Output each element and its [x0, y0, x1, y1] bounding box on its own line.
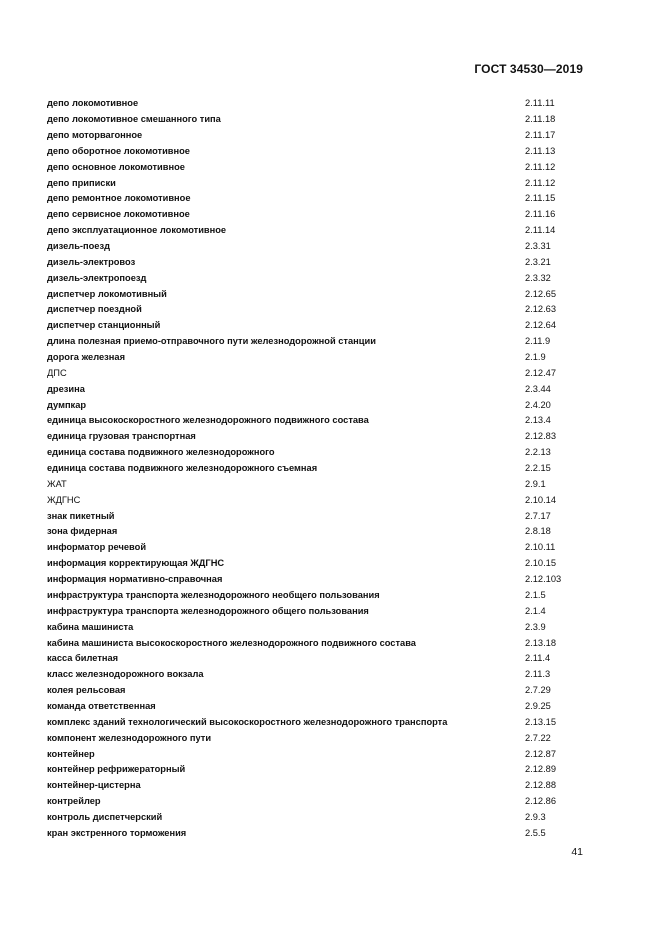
index-term: кран экстренного торможения [47, 827, 187, 838]
index-reference: 2.7.29 [525, 685, 551, 696]
index-entry [47, 223, 587, 239]
index-entry [47, 255, 587, 271]
index-term: знак пикетный [47, 510, 115, 521]
index-reference: 2.9.25 [525, 700, 551, 711]
index-term: депо ремонтное локомотивное [47, 193, 191, 204]
index-reference: 2.2.15 [525, 463, 551, 474]
index-reference: 2.10.11 [525, 542, 556, 553]
index-term: длина полезная приемо-отправочного пути железнодорожной станции [47, 336, 376, 347]
index-entry [47, 762, 587, 778]
index-entry [47, 381, 587, 397]
index-entry [47, 366, 587, 382]
index-term: депо локомотивное смешанного типа [47, 114, 221, 125]
index-reference: 2.2.13 [525, 447, 551, 458]
index-reference: 2.1.4 [525, 605, 546, 616]
index-term: ЖАТ [47, 478, 67, 489]
index-reference: 2.1.5 [525, 589, 546, 600]
index-entry [47, 302, 587, 318]
index-term: депо локомотивное [47, 98, 139, 109]
index-term: касса билетная [47, 653, 119, 664]
index-term: депо моторвагонное [47, 130, 143, 140]
index-term: контроль диспетчерский [47, 811, 163, 822]
index-reference: 2.11.14 [525, 225, 556, 236]
index-entry [47, 207, 587, 223]
index-entry [47, 619, 587, 635]
index-reference: 2.12.47 [525, 367, 557, 378]
index-entry [47, 667, 587, 683]
index-reference: 2.12.88 [525, 780, 557, 791]
index-entry [47, 492, 587, 508]
index-term: кабина машиниста высокоскоростного железнодорожного подвижного состава [47, 637, 416, 648]
index-reference: 2.12.89 [525, 764, 557, 775]
index-entry [47, 128, 587, 144]
index-entry [47, 445, 587, 461]
index-entry [47, 397, 587, 413]
index-term: инфраструктура транспорта железнодорожного общего пользования [47, 605, 369, 616]
index-reference: 2.12.87 [525, 748, 557, 759]
index-term: компонент железнодорожного пути [47, 732, 212, 743]
index-reference: 2.10.14 [525, 494, 557, 505]
index-term: депо оборотное локомотивное [47, 145, 190, 156]
index-entry [47, 826, 587, 842]
index-entry [47, 778, 587, 794]
index-reference: 2.3.9 [525, 621, 546, 632]
index-entry [47, 556, 587, 572]
index-reference: 2.3.21 [525, 256, 551, 267]
index-term: инфраструктура транспорта железнодорожного необщего пользования [47, 589, 380, 600]
index-entry [47, 461, 587, 477]
page-number: 41 [571, 846, 583, 858]
index-reference: 2.12.65 [525, 288, 557, 299]
index-reference: 2.13.4 [525, 415, 551, 426]
index-reference: 2.11.12 [525, 161, 556, 172]
document-header: ГОСТ 34530—2019 [474, 62, 583, 76]
index-term: контрейлер [47, 796, 101, 807]
index-term: зона фидерная [47, 526, 118, 537]
index-reference: 2.8.18 [525, 526, 551, 537]
index-term: думпкар [47, 399, 87, 410]
index-reference: 2.11.12 [525, 177, 556, 188]
index-entry [47, 635, 587, 651]
index-entry [47, 270, 587, 286]
index-reference: 2.13.15 [525, 716, 557, 727]
index-entry [47, 350, 587, 366]
index-reference: 2.11.18 [525, 114, 556, 125]
index-term: диспетчер станционный [47, 320, 161, 331]
index-entry [47, 334, 587, 350]
index-reference: 2.11.17 [525, 130, 556, 140]
index-reference: 2.3.32 [525, 272, 551, 283]
index-term: депо основное локомотивное [47, 161, 185, 172]
index-reference: 2.3.44 [525, 383, 551, 394]
index-reference: 2.9.3 [525, 811, 546, 822]
index-reference: 2.11.16 [525, 209, 556, 220]
index-entry [47, 112, 587, 128]
index-term: контейнер-цистерна [47, 780, 141, 791]
index-term: единица высокоскоростного железнодорожного подвижного состава [47, 415, 369, 426]
index-term: класс железнодорожного вокзала [47, 669, 204, 680]
index-term: депо приписки [47, 177, 116, 188]
index-term: единица состава подвижного железнодорожного [47, 447, 275, 458]
index-reference: 2.12.83 [525, 431, 557, 442]
index-term: команда ответственная [47, 700, 156, 711]
index-term: диспетчер поездной [47, 304, 142, 315]
index-term: дизель-поезд [47, 241, 110, 252]
index-entry [47, 730, 587, 746]
index-entry [47, 318, 587, 334]
index-reference: 2.7.17 [525, 510, 551, 521]
index-reference: 2.11.15 [525, 193, 556, 204]
index-reference: 2.11.9 [525, 336, 551, 347]
index-term: контейнер рефрижераторный [47, 764, 186, 775]
index-reference: 2.7.22 [525, 732, 551, 743]
index-reference: 2.11.4 [525, 653, 551, 664]
index-reference: 2.13.18 [525, 637, 557, 648]
index-entry [47, 159, 587, 175]
index-term: комплекс зданий технологический высокоскоростного железнодорожного транспорта [47, 716, 448, 727]
index-entry [47, 683, 587, 699]
index-entry [47, 794, 587, 810]
index-entry [47, 715, 587, 731]
index-entry [47, 191, 587, 207]
index-reference: 2.5.5 [525, 827, 546, 838]
index-term: депо эксплуатационное локомотивное [47, 225, 227, 236]
index-entry [47, 540, 587, 556]
index-entry [47, 175, 587, 191]
index-term: информация корректирующая ЖДГНС [47, 558, 225, 569]
index-entry [47, 588, 587, 604]
index-reference: 2.10.15 [525, 558, 557, 569]
index-term: кабина машиниста [47, 621, 134, 632]
index-entry [47, 746, 587, 762]
index-entry [47, 413, 587, 429]
index-term: дрезина [47, 383, 85, 394]
index-term: информатор речевой [47, 542, 147, 553]
index-entry [47, 604, 587, 620]
index-term: информация нормативно-справочная [47, 574, 223, 585]
index-reference: 2.12.103 [525, 574, 562, 585]
index-reference: 2.11.11 [525, 98, 555, 109]
index-entry [47, 429, 587, 445]
index-term: единица грузовая транспортная [47, 431, 196, 442]
index-reference: 2.11.13 [525, 145, 556, 156]
index-entry [47, 810, 587, 826]
index-entry [47, 144, 587, 160]
index-entry [47, 572, 587, 588]
index-entry [47, 699, 587, 715]
index-term: дорога железная [47, 352, 125, 363]
index-entry [47, 651, 587, 667]
index-term: ДПС [47, 367, 67, 378]
term-index-list [47, 96, 587, 841]
index-entry [47, 96, 587, 112]
index-reference: 2.4.20 [525, 399, 551, 410]
index-reference: 2.3.31 [525, 241, 551, 252]
index-entry [47, 508, 587, 524]
index-term: диспетчер локомотивный [47, 288, 167, 299]
index-term: единица состава подвижного железнодорожного съемная [47, 463, 318, 474]
index-entry [47, 477, 587, 493]
index-term: депо сервисное локомотивное [47, 209, 190, 220]
index-reference: 2.12.64 [525, 320, 557, 331]
index-term: контейнер [47, 748, 95, 759]
index-reference: 2.11.3 [525, 669, 551, 680]
index-entry [47, 239, 587, 255]
index-reference: 2.12.86 [525, 796, 557, 807]
index-entry [47, 286, 587, 302]
index-term: ЖДГНС [47, 494, 81, 505]
index-reference: 2.1.9 [525, 352, 546, 363]
index-reference: 2.9.1 [525, 478, 546, 489]
index-term: колея рельсовая [47, 685, 126, 696]
index-reference: 2.12.63 [525, 304, 557, 315]
index-term: дизель-электропоезд [47, 272, 147, 283]
index-entry [47, 524, 587, 540]
index-term: дизель-электровоз [47, 256, 136, 267]
